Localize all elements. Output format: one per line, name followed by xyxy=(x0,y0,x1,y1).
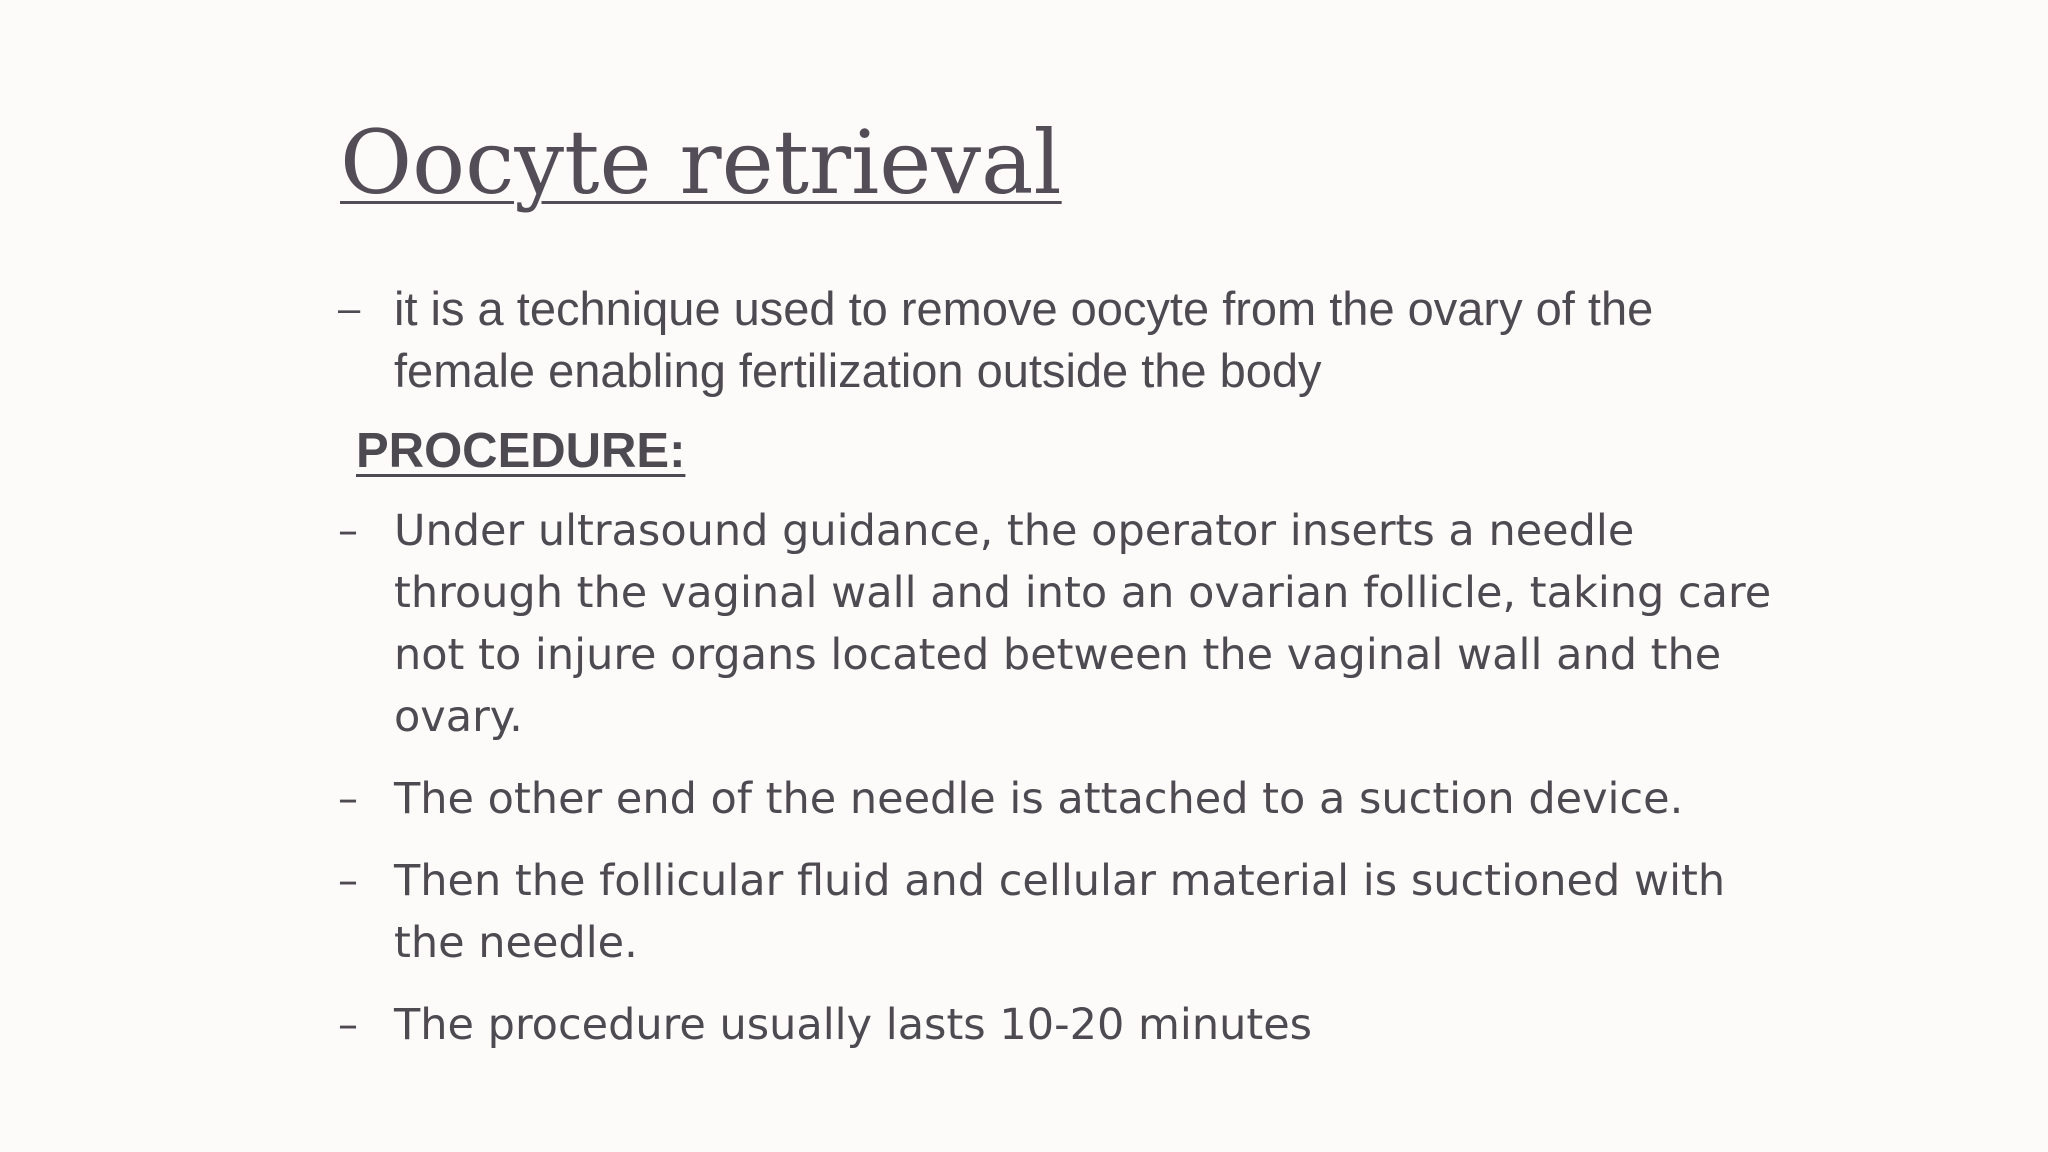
procedure-step-text: The other end of the needle is attached to a suction device. xyxy=(394,774,1684,824)
slide-content xyxy=(338,278,1798,1076)
procedure-heading: PROCEDURE: xyxy=(356,424,686,478)
bullet-dash: – xyxy=(338,776,358,822)
bullet-dash: – xyxy=(338,858,358,904)
intro-bullet xyxy=(338,278,1798,402)
procedure-step-text: Under ultrasound guidance, the operator inserts a needle through the vaginal wall and into an ovarian follicle, taking care not to injure organs located between the vaginal wall and the ovary. xyxy=(394,506,1772,742)
procedure-step xyxy=(338,994,1798,1056)
bullet-dash: – xyxy=(338,508,358,554)
bullet-dash: – xyxy=(338,1002,358,1048)
procedure-step-text: The procedure usually lasts 10-20 minutes xyxy=(394,1000,1313,1050)
procedure-list xyxy=(338,500,1798,1056)
intro-text: it is a technique used to remove oocyte from the ovary of the female enabling fertilization outside the body xyxy=(394,282,1654,397)
slide-title: Oocyte retrieval xyxy=(340,111,1062,214)
bullet-dash: – xyxy=(338,287,361,331)
procedure-step xyxy=(338,500,1798,748)
procedure-step-text: Then the follicular fluid and cellular material is suctioned with the needle. xyxy=(394,856,1726,968)
procedure-step xyxy=(338,768,1798,830)
procedure-step xyxy=(338,850,1798,974)
